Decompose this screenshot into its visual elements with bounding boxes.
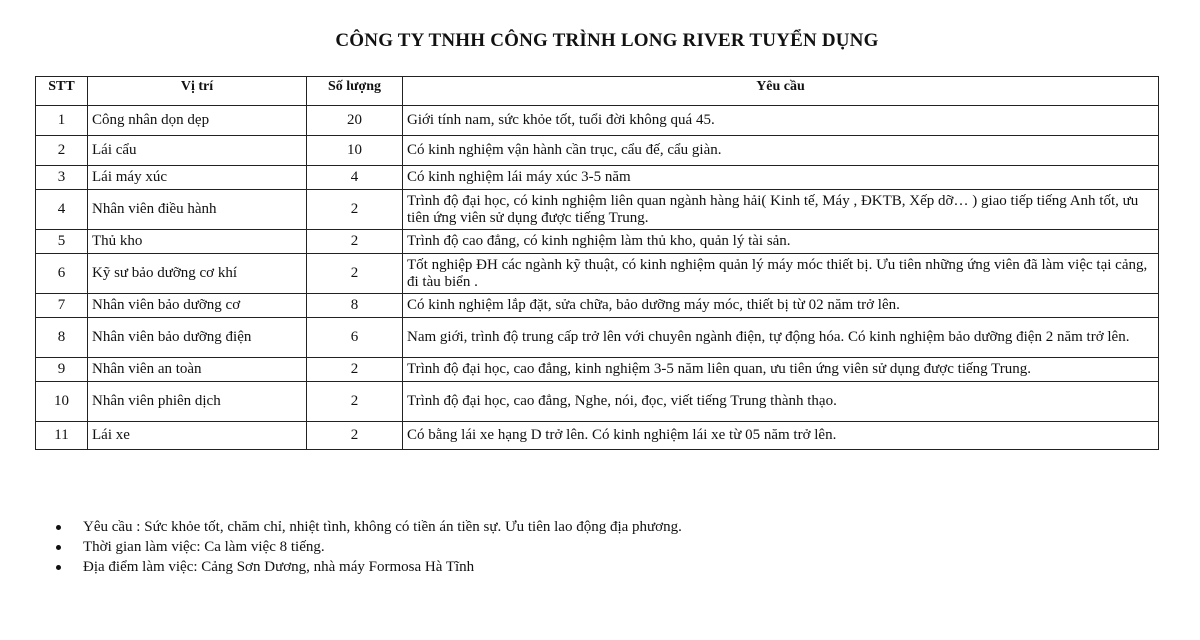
stt-cell: 10 — [36, 382, 88, 422]
requirements-cell: Có kinh nghiệm vận hành cần trục, cẩu đế, cẩu giàn. — [403, 136, 1159, 166]
stt-cell: 11 — [36, 422, 88, 450]
requirements-cell: Có kinh nghiệm lắp đặt, sửa chữa, bảo dưỡng máy móc, thiết bị từ 02 năm trở lên. — [403, 294, 1159, 318]
requirements-cell: Trình độ đại học, cao đẳng, Nghe, nói, đọc, viết tiếng Trung thành thạo. — [403, 382, 1159, 422]
bullet-icon — [56, 565, 61, 570]
table-row — [36, 254, 1159, 294]
quantity-cell: 2 — [307, 422, 403, 450]
table-row — [36, 422, 1159, 450]
requirements-cell: Trình độ đại học, có kinh nghiệm liên quan ngành hàng hải( Kinh tế, Máy , ĐKTB, Xếp dỡ… ) giao tiếp tiếng Anh tốt, ưu tiên ứng viên sử dụng được tiếng Trung. — [403, 190, 1159, 230]
stt-cell: 6 — [36, 254, 88, 294]
header-stt: STT — [36, 77, 88, 106]
position-cell: Nhân viên bảo dưỡng cơ — [88, 294, 307, 318]
position-cell: Nhân viên bảo dưỡng điện — [88, 318, 307, 358]
table-row — [36, 382, 1159, 422]
requirements-cell: Giới tính nam, sức khỏe tốt, tuổi đời không quá 45. — [403, 106, 1159, 136]
table-row — [36, 230, 1159, 254]
position-cell: Thủ kho — [88, 230, 307, 254]
stt-cell: 8 — [36, 318, 88, 358]
note-text: Yêu cầu : Sức khỏe tốt, chăm chỉ, nhiệt tình, không có tiền án tiền sự. Ưu tiên lao động địa phương. — [83, 519, 682, 535]
recruitment-table — [35, 76, 1159, 450]
header-requirements: Yêu cầu — [403, 77, 1159, 106]
stt-cell: 4 — [36, 190, 88, 230]
requirements-cell: Có kinh nghiệm lái máy xúc 3-5 năm — [403, 166, 1159, 190]
table-row — [36, 106, 1159, 136]
position-cell: Nhân viên an toàn — [88, 358, 307, 382]
requirements-cell: Nam giới, trình độ trung cấp trở lên với chuyên ngành điện, tự động hóa. Có kinh nghiệm bảo dưỡng điện 2 năm trở lên. — [403, 318, 1159, 358]
note-text: Địa điểm làm việc: Cảng Sơn Dương, nhà máy Formosa Hà Tĩnh — [83, 559, 475, 575]
quantity-cell: 2 — [307, 230, 403, 254]
stt-cell: 1 — [36, 106, 88, 136]
bullet-icon — [56, 525, 61, 530]
quantity-cell: 2 — [307, 254, 403, 294]
position-cell: Công nhân dọn dẹp — [88, 106, 307, 136]
position-cell: Lái xe — [88, 422, 307, 450]
bullet-icon — [56, 545, 61, 550]
requirements-cell: Trình độ cao đẳng, có kinh nghiệm làm thủ kho, quản lý tài sản. — [403, 230, 1159, 254]
stt-cell: 5 — [36, 230, 88, 254]
quantity-cell: 2 — [307, 358, 403, 382]
position-cell: Kỹ sư bảo dưỡng cơ khí — [88, 254, 307, 294]
stt-cell: 9 — [36, 358, 88, 382]
stt-cell: 2 — [36, 136, 88, 166]
table-row — [36, 166, 1159, 190]
note-text: Thời gian làm việc: Ca làm việc 8 tiếng. — [83, 539, 325, 555]
quantity-cell: 10 — [307, 136, 403, 166]
notes-list — [56, 517, 682, 577]
table-row — [36, 318, 1159, 358]
requirements-cell: Trình độ đại học, cao đẳng, kinh nghiệm 3-5 năm liên quan, ưu tiên ứng viên sử dụng được tiếng Trung. — [403, 358, 1159, 382]
note-item — [56, 557, 682, 577]
table-row — [36, 358, 1159, 382]
quantity-cell: 4 — [307, 166, 403, 190]
quantity-cell: 2 — [307, 190, 403, 230]
position-cell: Lái máy xúc — [88, 166, 307, 190]
table-row — [36, 190, 1159, 230]
note-item — [56, 517, 682, 537]
position-cell: Lái cẩu — [88, 136, 307, 166]
table-row — [36, 136, 1159, 166]
position-cell: Nhân viên điều hành — [88, 190, 307, 230]
position-cell: Nhân viên phiên dịch — [88, 382, 307, 422]
quantity-cell: 20 — [307, 106, 403, 136]
header-position: Vị trí — [88, 77, 307, 106]
quantity-cell: 6 — [307, 318, 403, 358]
quantity-cell: 2 — [307, 382, 403, 422]
stt-cell: 3 — [36, 166, 88, 190]
header-quantity: Số lượng — [307, 77, 403, 106]
note-item — [56, 537, 682, 557]
table-row — [36, 294, 1159, 318]
document-title: CÔNG TY TNHH CÔNG TRÌNH LONG RIVER TUYỂN DỤNG — [335, 30, 879, 51]
quantity-cell: 8 — [307, 294, 403, 318]
table-header-row — [36, 77, 1159, 106]
requirements-cell: Tốt nghiệp ĐH các ngành kỹ thuật, có kinh nghiệm quản lý máy móc thiết bị. Ưu tiên những ứng viên đã làm việc tại cảng, đi tàu biển . — [403, 254, 1159, 294]
stt-cell: 7 — [36, 294, 88, 318]
requirements-cell: Có bằng lái xe hạng D trở lên. Có kinh nghiệm lái xe từ 05 năm trở lên. — [403, 422, 1159, 450]
